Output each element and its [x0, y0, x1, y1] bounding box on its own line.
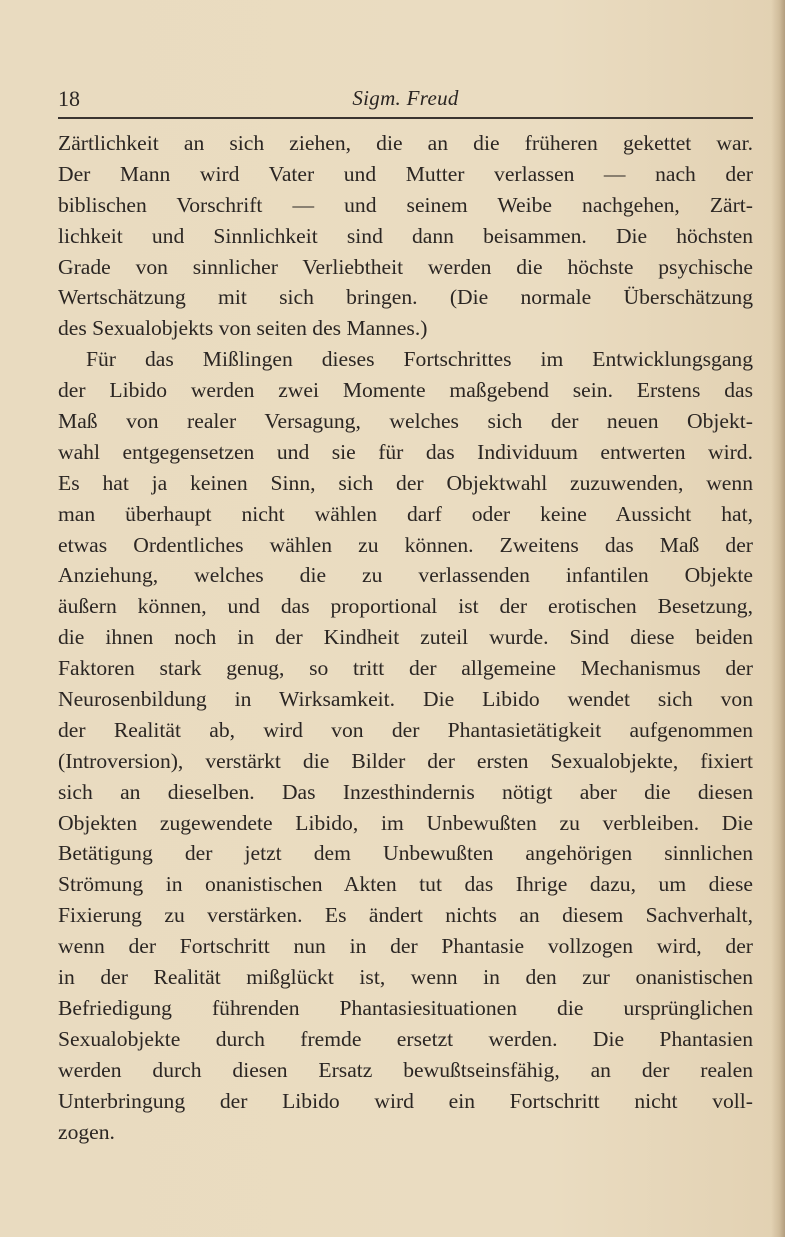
text-line: Sexualobjekte durch fremde ersetzt werden. Die Phantasien	[58, 1026, 753, 1051]
text-line: Grade von sinnlicher Verliebtheit werden die höchste psychische	[58, 254, 753, 279]
text-line: wahl entgegensetzen und sie für das Individuum entwerten wird.	[58, 439, 753, 464]
page-number: 18	[58, 86, 80, 111]
text-line: die ihnen noch in der Kindheit zuteil wurde. Sind diese beiden	[58, 625, 753, 650]
text-line: Für das Mißlingen dieses Fortschrittes im Entwicklungsgang	[86, 347, 753, 372]
text-line: lichkeit und Sinnlichkeit sind dann beisammen. Die höchsten	[58, 223, 753, 248]
text-line: Fixierung zu verstärken. Es ändert nichts an diesem Sachverhalt,	[58, 903, 753, 928]
text-line: zogen.	[58, 1119, 115, 1144]
text-line: (Introversion), verstärkt die Bilder der ersten Sexualobjekte, fixiert	[58, 748, 753, 773]
text-line: Zärtlichkeit an sich ziehen, die an die früheren gekettet war.	[58, 131, 753, 155]
text-line: Strömung in onanistischen Akten tut das Ihrige dazu, um diese	[58, 872, 753, 897]
body-text	[58, 128, 753, 1147]
text-line: Anziehung, welches die zu verlassenden infantilen Objekte	[58, 563, 753, 588]
text-line: in der Realität mißglückt ist, wenn in den zur onanistischen	[58, 965, 753, 990]
text-line: der Libido werden zwei Momente maßgebend sein. Erstens das	[58, 378, 753, 403]
text-line: des Sexualobjekts von seiten des Mannes.)	[58, 316, 428, 341]
text-line: Objekten zugewendete Libido, im Unbewußten zu verbleiben. Die	[58, 810, 753, 835]
text-line: Neurosenbildung in Wirksamkeit. Die Libido wendet sich von	[58, 687, 753, 712]
text-line: Faktoren stark genug, so tritt der allgemeine Mechanismus der	[58, 656, 753, 681]
page-edge-shadow	[771, 0, 785, 1237]
page-header	[58, 86, 753, 116]
text-line: Wertschätzung mit sich bringen. (Die normale Überschätzung	[58, 285, 753, 310]
text-line: wenn der Fortschritt nun in der Phantasie vollzogen wird, der	[58, 934, 753, 959]
text-line: sich an dieselben. Das Inzesthindernis nötigt aber die diesen	[58, 779, 753, 804]
header-rule	[58, 117, 753, 119]
running-head: Sigm. Freud	[352, 86, 459, 110]
text-line: Es hat ja keinen Sinn, sich der Objektwahl zuzuwenden, wenn	[58, 470, 753, 495]
text-line: man überhaupt nicht wählen darf oder keine Aussicht hat,	[58, 501, 753, 526]
text-line: äußern können, und das proportional ist der erotischen Besetzung,	[58, 594, 753, 619]
text-line: Unterbringung der Libido wird ein Fortschritt nicht voll-	[58, 1088, 753, 1113]
text-line: etwas Ordentliches wählen zu können. Zweitens das Maß der	[58, 532, 753, 557]
text-line: Befriedigung führenden Phantasiesituationen die ursprünglichen	[58, 995, 753, 1020]
text-line: Der Mann wird Vater und Mutter verlassen — nach der	[58, 161, 753, 186]
text-line: biblischen Vorschrift — und seinem Weibe nachgehen, Zärt-	[58, 192, 753, 217]
text-line: Maß von realer Versagung, welches sich der neuen Objekt-	[58, 409, 753, 434]
text-line: werden durch diesen Ersatz bewußtseinsfähig, an der realen	[58, 1057, 753, 1082]
text-line: Betätigung der jetzt dem Unbewußten angehörigen sinnlichen	[58, 841, 753, 866]
text-line: der Realität ab, wird von der Phantasietätigkeit aufgenommen	[58, 717, 753, 742]
